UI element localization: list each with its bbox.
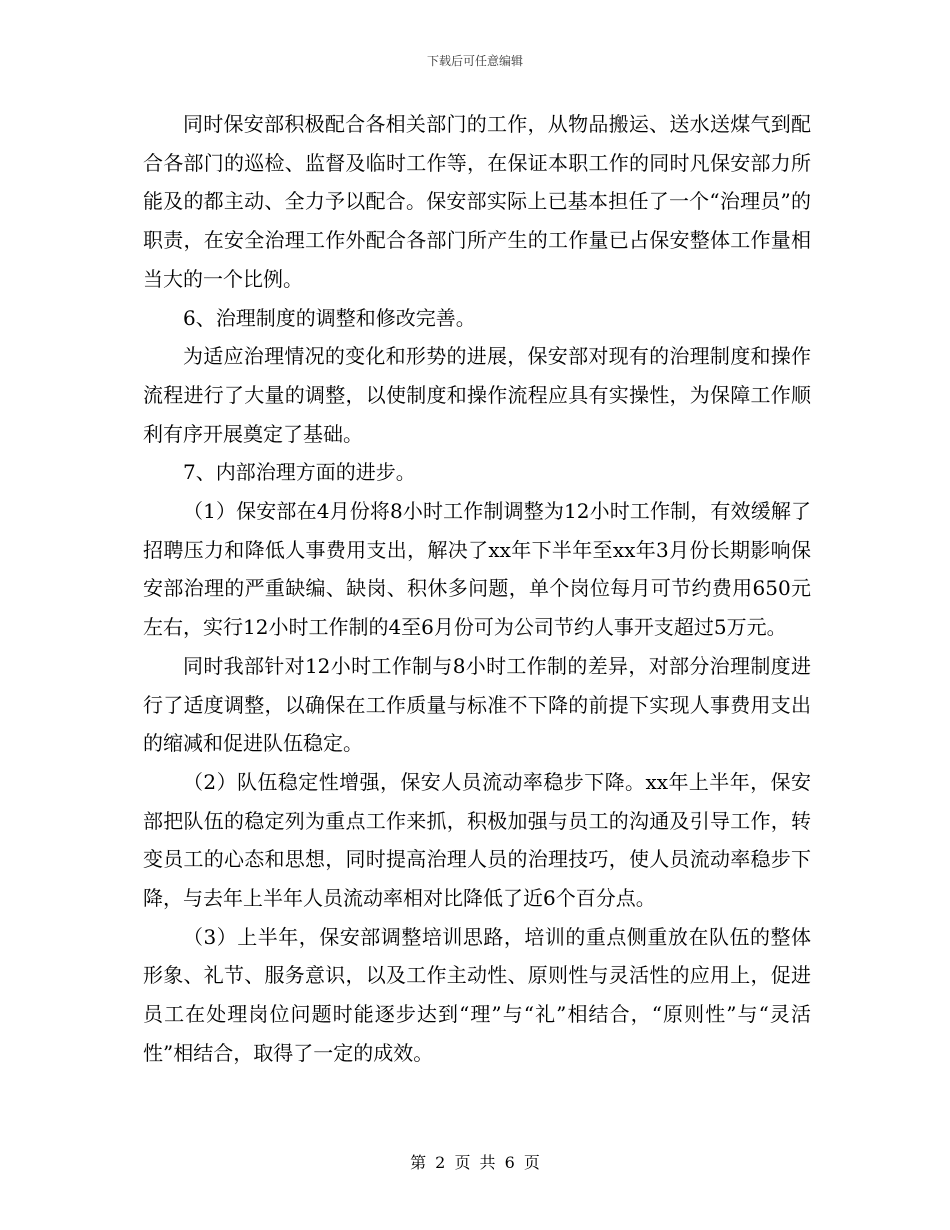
- paragraph: （2）队伍稳定性增强，保安人员流动率稳步下降。xx年上半年，保安部把队伍的稳定列为重点工作来抓，积极加强与员工的沟通及引导工作，转变员工的心态和思想，同时提高治理人员的治理技巧，使人员流动率稳步下降，与去年上半年人员流动率相对比降低了近6个百分点。: [143, 769, 811, 911]
- paragraph: 为适应治理情况的变化和形势的进展，保安部对现有的治理制度和操作流程进行了大量的调整，以使制度和操作流程应具有实操性，为保障工作顺利有序开展奠定了基础。: [143, 344, 811, 446]
- paragraph: （1）保安部在4月份将8小时工作制调整为12小时工作制，有效缓解了招聘压力和降低人事费用支出，解决了xx年下半年至xx年3月份长期影响保安部治理的严重缺编、缺岗、积休多问题，单个岗位每月可节约费用650元左右，实行12小时工作制的4至6月份可为公司节约人事开支超过5万元。: [143, 499, 811, 640]
- section-heading: 7、内部治理方面的进步。: [183, 460, 416, 485]
- page-header: 下载后可任意编辑: [426, 54, 523, 68]
- document-body: [143, 105, 811, 1073]
- section-heading: 6、治理制度的调整和修改完善。: [183, 305, 476, 330]
- paragraph: 同时保安部积极配合各相关部门的工作，从物品搬运、送水送煤气到配合各部门的巡检、监督及临时工作等，在保证本职工作的同时凡保安部力所能及的都主动、全力予以配合。保安部实际上已基本担任了一个“治理员”的职责，在安全治理工作外配合各部门所产生的工作量已占保安整体工作量相当大的一个比例。: [143, 112, 811, 291]
- page-number-footer: 第 2 页 共 6 页: [410, 1153, 540, 1172]
- paragraph: 同时我部针对12小时工作制与8小时工作制的差异，对部分治理制度进行了适度调整，以确保在工作质量与标准不下降的前提下实现人事费用支出的缩减和促进队伍稳定。: [143, 653, 811, 756]
- paragraph: （3）上半年，保安部调整培训思路，培训的重点侧重放在队伍的整体形象、礼节、服务意识，以及工作主动性、原则性与灵活性的应用上，促进员工在处理岗位问题时能逐步达到“理”与“礼”相结合，“原则性”与“灵活性”相结合，取得了一定的成效。: [143, 924, 811, 1065]
